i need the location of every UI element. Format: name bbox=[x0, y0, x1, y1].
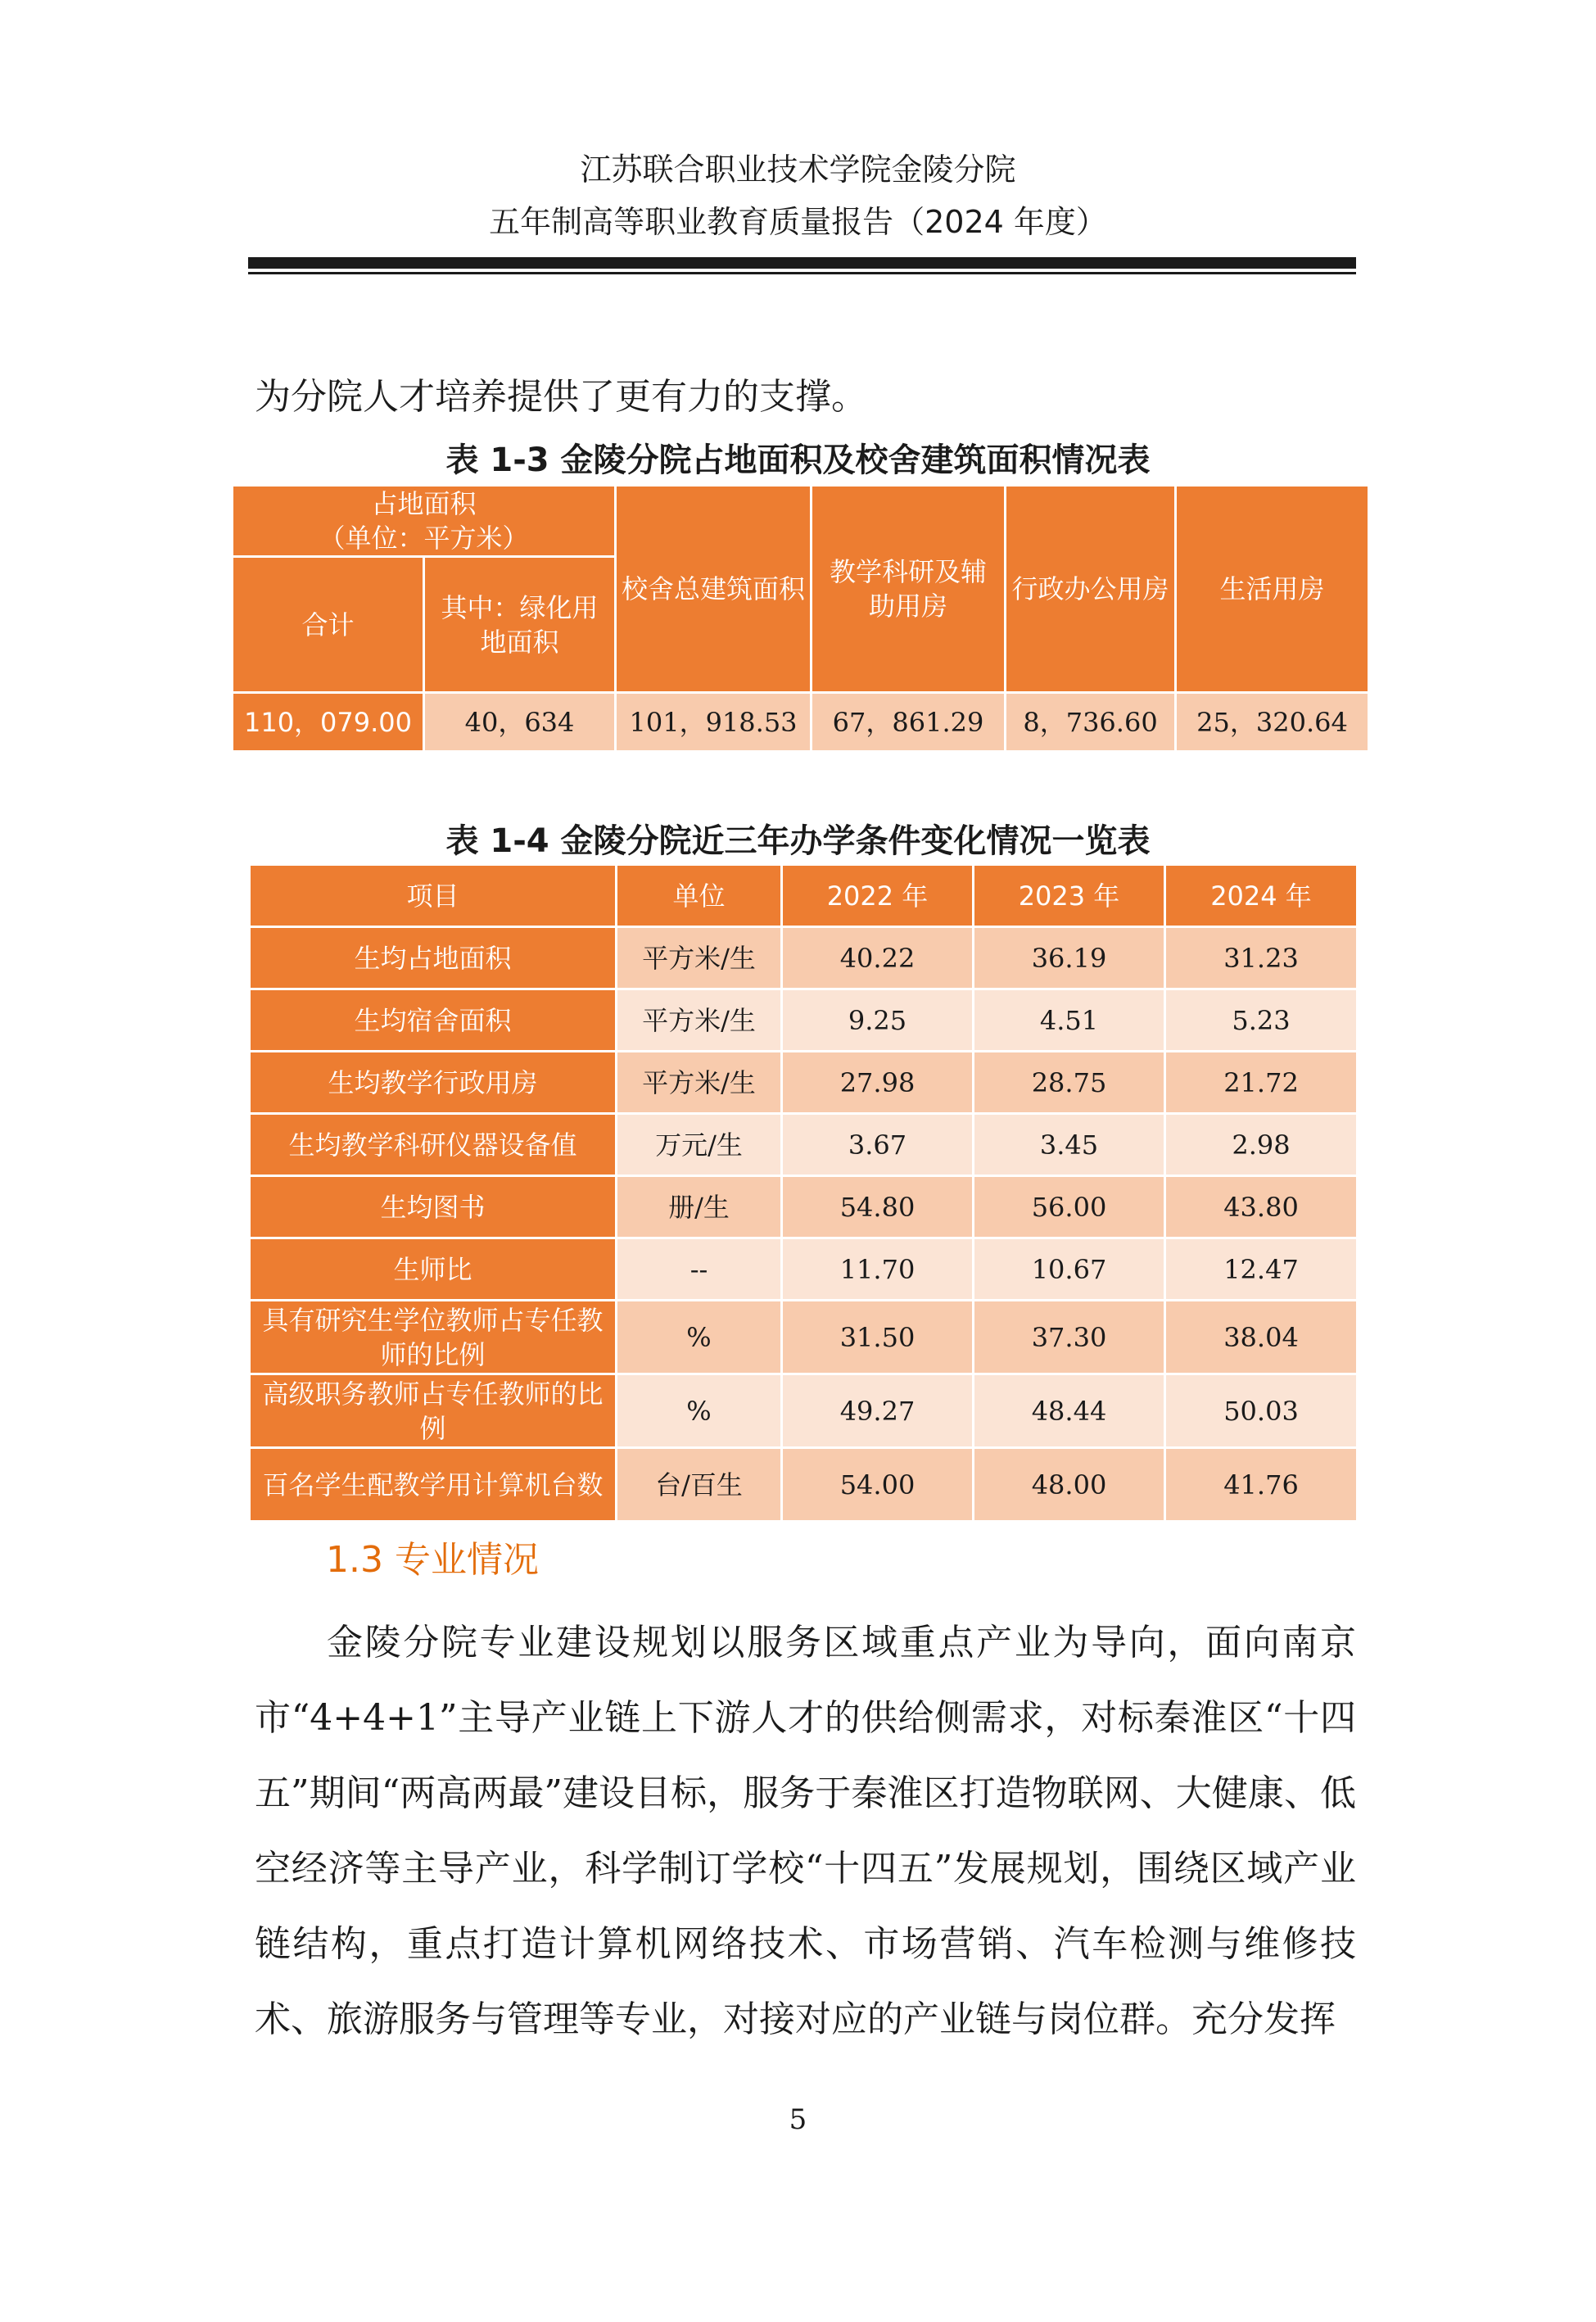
header-line-2: 五年制高等职业教育质量报告（2024 年度） bbox=[489, 204, 1107, 240]
cell-unit: 平方米/生 bbox=[617, 989, 782, 1052]
cell-item: 生均教学行政用房 bbox=[250, 1052, 617, 1114]
cell-unit: 台/百生 bbox=[617, 1448, 782, 1522]
cell-unit: 平方米/生 bbox=[617, 927, 782, 989]
table-row bbox=[250, 1238, 1358, 1301]
cell-y2022: 11.70 bbox=[782, 1238, 974, 1301]
teaching-research-value: 67，861.29 bbox=[812, 693, 1006, 752]
page-number: 5 bbox=[789, 2103, 807, 2136]
cell-item: 高级职务教师占专任教师的比例 bbox=[250, 1374, 617, 1448]
table-1-4-header-row bbox=[250, 865, 1358, 927]
admin-office-header: 行政办公用房 bbox=[1006, 486, 1176, 693]
col-header-unit: 单位 bbox=[617, 865, 782, 927]
section-heading: 1.3 专业情况 bbox=[326, 1539, 539, 1581]
total-building-area-header: 校舍总建筑面积 bbox=[616, 486, 812, 693]
land-area-title: 占地面积 bbox=[371, 488, 477, 519]
cell-y2022: 49.27 bbox=[782, 1374, 974, 1448]
cell-y2022: 54.80 bbox=[782, 1176, 974, 1238]
cell-item: 生均宿舍面积 bbox=[250, 989, 617, 1052]
admin-office-value: 8，736.60 bbox=[1006, 693, 1176, 752]
table-1-4-caption: 表 1-4 金陵分院近三年办学条件变化情况一览表 bbox=[445, 822, 1151, 860]
table-1-3 bbox=[231, 484, 1370, 753]
cell-y2023: 56.00 bbox=[974, 1176, 1165, 1238]
col-header-item: 项目 bbox=[250, 865, 617, 927]
cell-y2024: 50.03 bbox=[1165, 1374, 1358, 1448]
table-row bbox=[250, 1301, 1358, 1374]
cell-y2023: 10.67 bbox=[974, 1238, 1165, 1301]
table-1-3-caption: 表 1-3 金陵分院占地面积及校舍建筑面积情况表 bbox=[445, 441, 1151, 479]
land-total-value: 110，079.00 bbox=[233, 693, 424, 752]
cell-y2024: 2.98 bbox=[1165, 1114, 1358, 1176]
cell-y2022: 9.25 bbox=[782, 989, 974, 1052]
header-rule-thick bbox=[248, 257, 1356, 269]
cell-y2024: 43.80 bbox=[1165, 1176, 1358, 1238]
land-area-header bbox=[233, 486, 616, 557]
cell-y2023: 48.00 bbox=[974, 1448, 1165, 1522]
cell-y2023: 37.30 bbox=[974, 1301, 1165, 1374]
land-area-unit: （单位：平方米） bbox=[319, 523, 529, 554]
cell-unit: % bbox=[617, 1301, 782, 1374]
cell-unit: -- bbox=[617, 1238, 782, 1301]
cell-y2023: 28.75 bbox=[974, 1052, 1165, 1114]
table-row bbox=[250, 1176, 1358, 1238]
page-header bbox=[0, 143, 1596, 248]
teaching-research-header: 教学科研及辅助用房 bbox=[812, 486, 1006, 693]
table-row bbox=[250, 927, 1358, 989]
living-quarters-value: 25，320.64 bbox=[1176, 693, 1369, 752]
table-1-4 bbox=[248, 863, 1359, 1523]
land-total-header: 合计 bbox=[233, 557, 424, 693]
body-text bbox=[255, 1605, 1356, 2057]
green-area-header: 其中：绿化用地面积 bbox=[424, 557, 616, 693]
table-row bbox=[250, 1374, 1358, 1448]
cell-unit: 万元/生 bbox=[617, 1114, 782, 1176]
cell-unit: 平方米/生 bbox=[617, 1052, 782, 1114]
col-header-2022: 2022 年 bbox=[782, 865, 974, 927]
header-line-1: 江苏联合职业技术学院金陵分院 bbox=[580, 152, 1016, 188]
green-area-value: 40，634 bbox=[424, 693, 616, 752]
cell-y2022: 27.98 bbox=[782, 1052, 974, 1114]
cell-item: 生均教学科研仪器设备值 bbox=[250, 1114, 617, 1176]
cell-y2023: 36.19 bbox=[974, 927, 1165, 989]
cell-y2023: 48.44 bbox=[974, 1374, 1165, 1448]
cell-y2024: 21.72 bbox=[1165, 1052, 1358, 1114]
cell-unit: 册/生 bbox=[617, 1176, 782, 1238]
living-quarters-header: 生活用房 bbox=[1176, 486, 1369, 693]
cell-y2022: 31.50 bbox=[782, 1301, 974, 1374]
cell-item: 具有研究生学位教师占专任教师的比例 bbox=[250, 1301, 617, 1374]
cell-y2022: 54.00 bbox=[782, 1448, 974, 1522]
cell-unit: % bbox=[617, 1374, 782, 1448]
total-building-area-value: 101，918.53 bbox=[616, 693, 812, 752]
cell-y2024: 41.76 bbox=[1165, 1448, 1358, 1522]
cell-y2022: 3.67 bbox=[782, 1114, 974, 1176]
table-row bbox=[250, 1052, 1358, 1114]
table-row bbox=[250, 1114, 1358, 1176]
cell-y2023: 4.51 bbox=[974, 989, 1165, 1052]
cell-y2024: 5.23 bbox=[1165, 989, 1358, 1052]
cell-item: 百名学生配教学用计算机台数 bbox=[250, 1448, 617, 1522]
cell-item: 生均图书 bbox=[250, 1176, 617, 1238]
cell-y2022: 40.22 bbox=[782, 927, 974, 989]
table-row bbox=[250, 989, 1358, 1052]
header-rule-thin bbox=[248, 272, 1356, 274]
body-paragraph: 金陵分院专业建设规划以服务区域重点产业为导向，面向南京市“4+4+1”主导产业链上下游人才的供给侧需求，对标秦淮区“十四五”期间“两高两最”建设目标，服务于秦淮区打造物联网、大健康、低空经济等主导产业，科学制订学校“十四五”发展规划，围绕区域产业链结构，重点打造计算机网络技术、市场营销、汽车检测与维修技术、旅游服务与管理等专业，对接对应的产业链与岗位群。充分发挥 bbox=[255, 1622, 1356, 2040]
col-header-2023: 2023 年 bbox=[974, 865, 1165, 927]
cell-y2024: 38.04 bbox=[1165, 1301, 1358, 1374]
cell-y2024: 31.23 bbox=[1165, 927, 1358, 989]
cell-y2023: 3.45 bbox=[974, 1114, 1165, 1176]
table-row bbox=[250, 1448, 1358, 1522]
cell-y2024: 12.47 bbox=[1165, 1238, 1358, 1301]
cell-item: 生师比 bbox=[250, 1238, 617, 1301]
intro-paragraph: 为分院人才培养提供了更有力的支撑。 bbox=[255, 376, 867, 418]
col-header-2024: 2024 年 bbox=[1165, 865, 1358, 927]
cell-item: 生均占地面积 bbox=[250, 927, 617, 989]
